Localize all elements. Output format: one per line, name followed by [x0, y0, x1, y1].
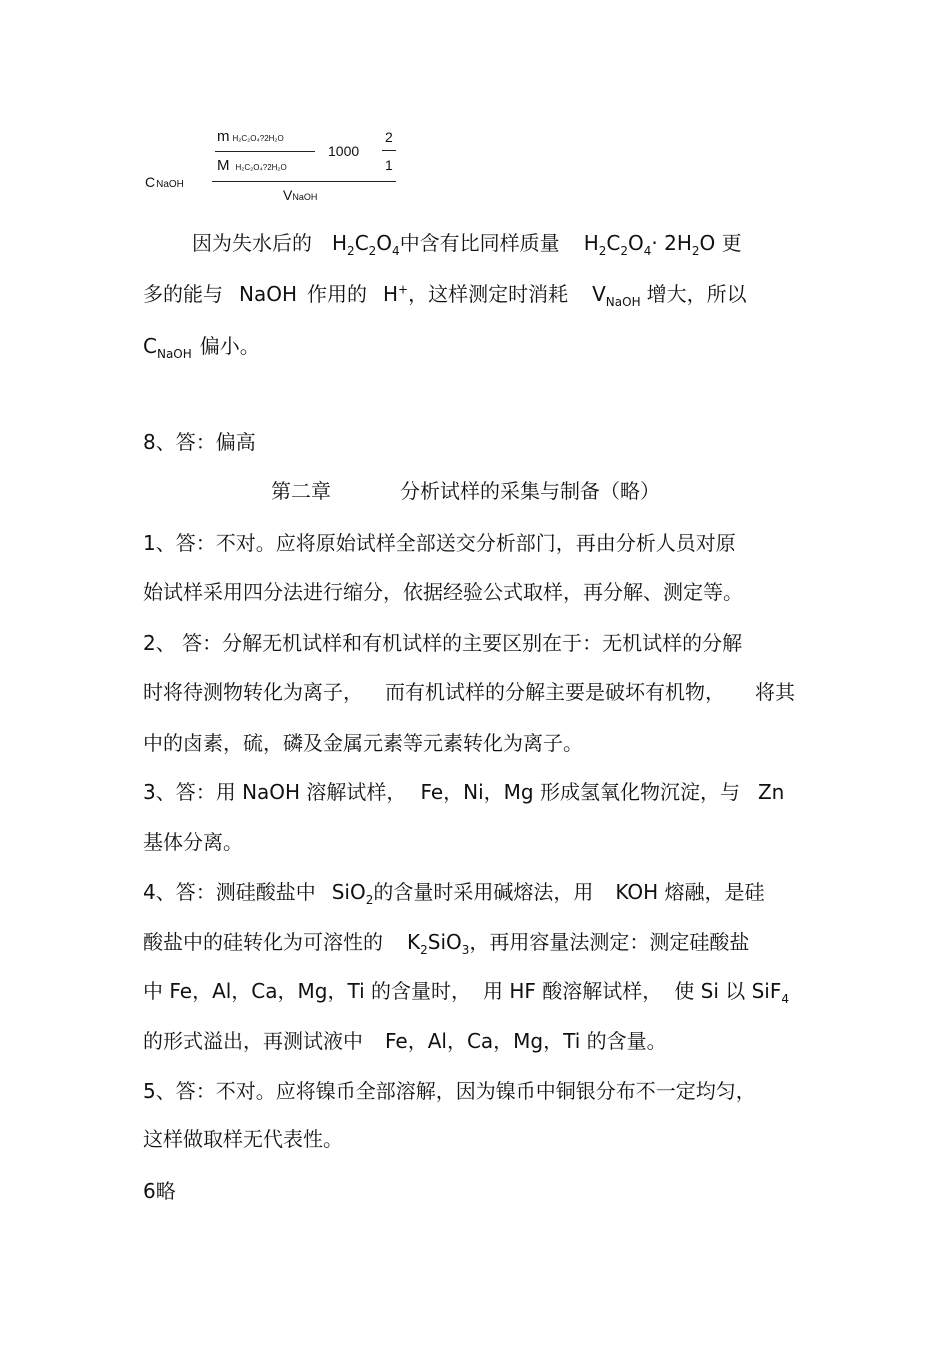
- answer-2-line: 时将待测物转化为离子， 而有机试样的分解主要是破坏有机物， 将其: [143, 680, 795, 704]
- answer-1-line: 始试样采用四分法进行缩分，依据经验公式取样，再分解、测定等。: [143, 580, 743, 604]
- paragraph-line: $C_{NaOH}$ 偏小。: [143, 334, 260, 361]
- formula-ratio-denominator: 1: [385, 157, 393, 173]
- formula-main-fraction-bar: [212, 181, 396, 182]
- chapter-title: 第二章: [271, 479, 331, 503]
- paragraph-line: 因为失水后的 $H_2C_2O_4$中含有比同样质量 $H_2C_2O_4\cdot 2H_2O$ 更: [192, 231, 742, 258]
- answer-4-line: 的形式溢出，再测试液中 Fe，Al，Ca，Mg，Ti 的含量。: [143, 1029, 667, 1053]
- formula-molar-mass: M H₂C₂O₄?2H₂O: [217, 157, 287, 174]
- answer-8: 8、答：偏高: [143, 430, 256, 454]
- answer-5-line: 5、答：不对。应将镍币全部溶解，因为镍币中铜银分布不一定均匀，: [143, 1079, 756, 1103]
- concentration-formula: [140, 125, 420, 215]
- formula-volume: VNaOH: [283, 187, 318, 203]
- formula-lhs: CNaOH: [145, 174, 184, 190]
- answer-2-line: 中的卤素，硫，磷及金属元素等元素转化为离子。: [143, 731, 583, 755]
- answer-6: 6略: [143, 1179, 176, 1203]
- formula-ratio-numerator: 2: [385, 129, 393, 145]
- answer-3-line: 3、答：用 NaOH 溶解试样， Fe，Ni，Mg 形成氢氧化物沉淀，与 Zn: [143, 780, 785, 804]
- chapter-subtitle: 分析试样的采集与制备（略）: [400, 479, 660, 503]
- formula-numerator-mass: m H₂C₂O₄?2H₂O: [217, 128, 284, 145]
- answer-4-line: 4、答：测硅酸盐中 SiO$_2$的含量时采用碱熔法，用 KOH 熔融，是硅: [143, 880, 765, 907]
- formula-inner-fraction-bar: [215, 151, 315, 152]
- answer-1-line: 1、答：不对。应将原始试样全部送交分析部门，再由分析人员对原: [143, 531, 736, 555]
- answer-2-line: 2、 答：分解无机试样和有机试样的主要区别在于：无机试样的分解: [143, 631, 743, 655]
- formula-factor: 1000: [328, 143, 360, 159]
- answer-4-line: 中 Fe，Al，Ca，Mg，Ti 的含量时， 用 HF 酸溶解试样， 使 Si 以 SiF$_4$: [143, 979, 789, 1006]
- answer-3-line: 基体分离。: [143, 830, 243, 854]
- paragraph-line: 多的能与 NaOH 作用的 H+，这样测定时消耗 $V_{NaOH}$ 增大，所以: [143, 282, 747, 309]
- formula-ratio-bar: [382, 150, 396, 151]
- answer-4-line: 酸盐中的硅转化为可溶性的 $K_2SiO_3$，再用容量法测定：测定硅酸盐: [143, 930, 750, 957]
- answer-5-line: 这样做取样无代表性。: [143, 1127, 343, 1151]
